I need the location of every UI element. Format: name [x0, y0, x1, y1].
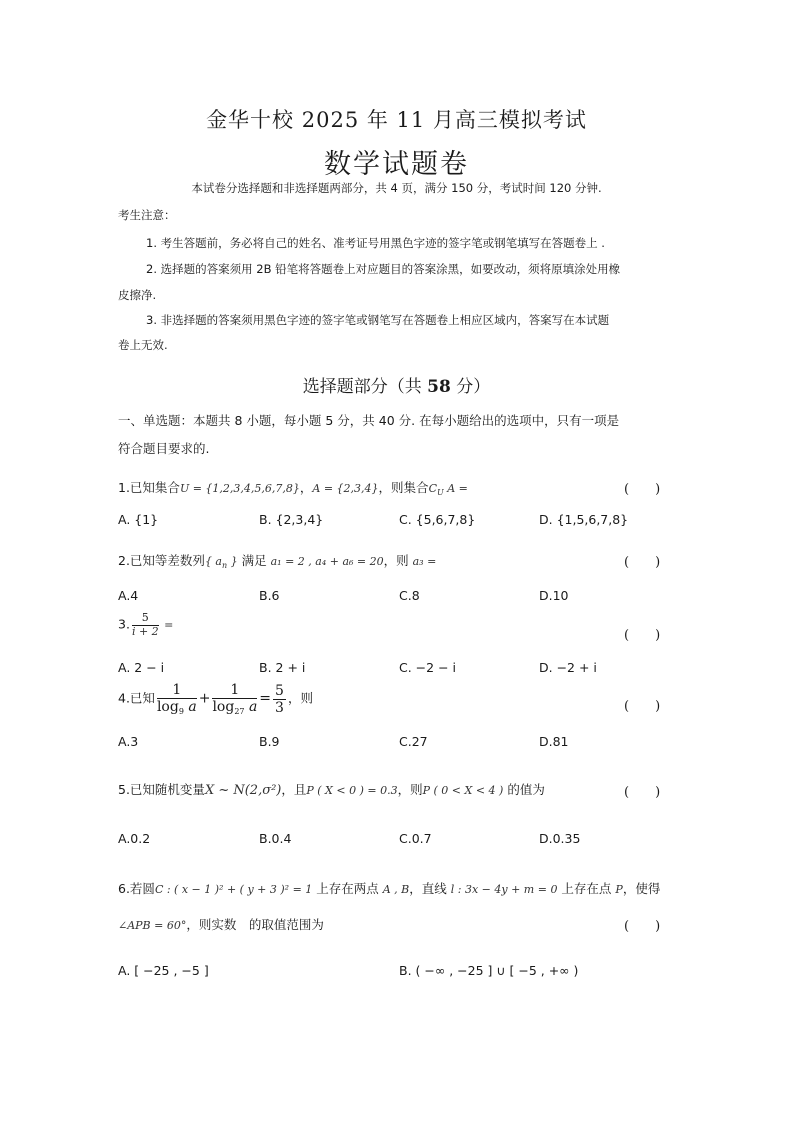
question-5-distribution: X ~ N(2,σ²) — [204, 783, 282, 798]
q3-option-a: A. 2 − i — [118, 660, 165, 675]
section-title-suffix: 分） — [450, 377, 491, 397]
answer-paren-2: ( ) — [624, 555, 661, 570]
question-5-ask: P ( 0 < X < 4 ) — [422, 784, 504, 797]
question-1-sep: ， — [299, 480, 313, 495]
question-3 — [118, 612, 173, 638]
q1-option-a: A. {1} — [118, 512, 159, 527]
question-4-result-num: 5 — [275, 682, 284, 699]
question-2-seq-sub: n — [222, 561, 228, 570]
q2-option-a: A.4 — [118, 588, 139, 603]
section-instructions-line-2: 符合题目要求的. — [118, 441, 210, 456]
notice-heading: 考生注意： — [118, 208, 176, 222]
question-2-condition: a₁ = 2 , a₄ + a₆ = 20 — [270, 555, 384, 568]
q2-option-b: B.6 — [259, 588, 280, 603]
q1-option-b: B. {2,3,4} — [259, 512, 324, 527]
question-4-numerator-2: 1 — [212, 682, 257, 699]
q4-option-a: A.3 — [118, 734, 139, 749]
question-4-numerator-1: 1 — [157, 682, 197, 699]
question-5 — [118, 780, 545, 798]
question-2-seq: { a — [204, 555, 222, 568]
question-3-number: 3. — [118, 616, 130, 632]
question-4-plus: + — [198, 690, 211, 707]
question-1-set-a: A = {2,3,4} — [312, 482, 379, 495]
section-title-prefix: 选择题部分（共 — [302, 377, 428, 397]
question-1-complement-tail: A = — [443, 482, 468, 495]
section-title — [0, 372, 793, 397]
question-4-stem: 4.已知 — [118, 690, 155, 706]
question-5-mid2: ，则 — [397, 782, 423, 797]
q6-option-b: B. ( −∞ , −25 ] ∪ [ −5 , +∞ ) — [399, 963, 579, 978]
question-2-tail: ，则 — [383, 553, 413, 568]
question-4-log-2-arg: a — [244, 699, 258, 716]
q4-option-d: D.81 — [539, 734, 569, 749]
question-1-set-u: U = {1,2,3,4,5,6,7,8} — [179, 482, 300, 495]
answer-paren-4: ( ) — [624, 699, 661, 714]
question-6-points: A , B — [382, 883, 410, 896]
notice-item-3-line-1: 3. 非选择题的答案须用黑色字迹的签字笔或钢笔写在答题卷上相应区域内，答案写在本试题 — [146, 313, 610, 327]
question-4-log-2: log — [212, 699, 235, 716]
question-4-tail: ，则 — [287, 690, 313, 706]
question-3-tail: = — [160, 618, 174, 632]
question-1-complement: C — [428, 482, 437, 495]
subject-title: 数学试题卷 — [324, 149, 469, 180]
question-6-mid: 上存在两点 — [312, 881, 383, 896]
question-4 — [118, 682, 313, 716]
question-2-mid: 满足 — [237, 553, 271, 568]
question-4-log-1-arg: a — [183, 699, 197, 716]
question-1-mid: ，则集合 — [378, 480, 429, 495]
q1-option-d: D. {1,5,6,7,8} — [539, 512, 629, 527]
question-2-stem: 2.已知等差数列 — [118, 553, 205, 568]
question-3-denominator: i + 2 — [131, 624, 159, 638]
question-6-line-1 — [118, 879, 660, 897]
question-5-tail: 的值为 — [503, 782, 545, 797]
question-1-complement-sub: U — [436, 488, 444, 497]
q4-option-b: B.9 — [259, 734, 280, 749]
question-4-result — [273, 683, 286, 716]
exam-title: 金华十校 2025 年 11 月高三模拟考试 — [206, 108, 587, 132]
q2-option-c: C.8 — [399, 588, 420, 603]
q5-option-c: C.0.7 — [399, 831, 432, 846]
question-6-point-p: P — [615, 883, 623, 896]
question-4-equals: = — [259, 690, 272, 707]
question-6-tail: ，使得 — [622, 881, 661, 896]
question-2-ask: a₃ = — [412, 555, 437, 568]
answer-paren-3: ( ) — [624, 628, 661, 643]
question-3-fraction — [132, 612, 159, 638]
notice-item-3-line-2: 卷上无效. — [118, 338, 168, 352]
q5-option-a: A.0.2 — [118, 831, 151, 846]
question-5-mid: ，且 — [281, 782, 307, 797]
question-6-circle: C : ( x − 1 )² + ( y + 3 )² = 1 — [154, 883, 313, 896]
question-6-stem: 6.若圆 — [118, 881, 155, 896]
question-6-mid3: 上存在点 — [557, 881, 616, 896]
answer-paren-5: ( ) — [624, 785, 661, 800]
section-instructions-line-1: 一、单选题：本题共 8 小题，每小题 5 分，共 40 分. 在每小题给出的选项中，只有一项是 — [118, 413, 620, 428]
question-4-fraction-1 — [157, 682, 197, 716]
q2-option-d: D.10 — [539, 588, 569, 603]
question-6-mid2: ，直线 — [409, 881, 451, 896]
exam-intro: 本试卷分选择题和非选择题两部分，共 4 页，满分 150 分，考试时间 120 分钟. — [191, 181, 602, 195]
q6-option-a: A. [ −25 , −5 ] — [118, 963, 209, 978]
question-4-fraction-2 — [212, 682, 257, 716]
question-6-line-2-text: ，则实数 的取值范围为 — [186, 917, 324, 932]
question-4-log-2-base: 27 — [234, 707, 245, 717]
section-title-score: 58 — [427, 377, 451, 397]
question-2 — [118, 551, 436, 570]
q3-option-d: D. −2 + i — [539, 660, 597, 675]
question-5-stem: 5.已知随机变量 — [118, 782, 205, 797]
notice-item-1: 1. 考生答题前，务必将自己的姓名、准考证号用黑色字迹的签字笔或钢笔填写在答题卷上 . — [146, 236, 605, 250]
question-6-angle: ∠APB = 60° — [118, 919, 187, 932]
question-6-line-2 — [118, 915, 324, 933]
q4-option-c: C.27 — [399, 734, 428, 749]
question-3-numerator: 5 — [132, 612, 159, 626]
question-5-prob: P ( X < 0 ) = 0.3 — [306, 784, 398, 797]
q5-option-b: B.0.4 — [259, 831, 292, 846]
question-6-line-eq: l : 3x − 4y + m = 0 — [450, 883, 558, 896]
answer-paren-1: ( ) — [624, 482, 661, 497]
question-4-log-1: log — [156, 699, 179, 716]
question-4-log-1-base: 9 — [178, 707, 184, 717]
question-2-seq-close: } — [227, 555, 238, 568]
q3-option-c: C. −2 − i — [399, 660, 456, 675]
answer-paren-6: ( ) — [624, 919, 661, 934]
question-1-stem: 1.已知集合 — [118, 480, 180, 495]
q5-option-d: D.0.35 — [539, 831, 581, 846]
notice-item-2-line-2: 皮擦净. — [118, 288, 157, 302]
question-1 — [118, 478, 468, 497]
question-4-result-den: 3 — [275, 699, 284, 716]
q1-option-c: C. {5,6,7,8} — [399, 512, 476, 527]
notice-item-2-line-1: 2. 选择题的答案须用 2B 铅笔将答题卷上对应题目的答案涂黑，如要改动，须将原填涂处用橡 — [146, 262, 621, 276]
q3-option-b: B. 2 + i — [259, 660, 306, 675]
